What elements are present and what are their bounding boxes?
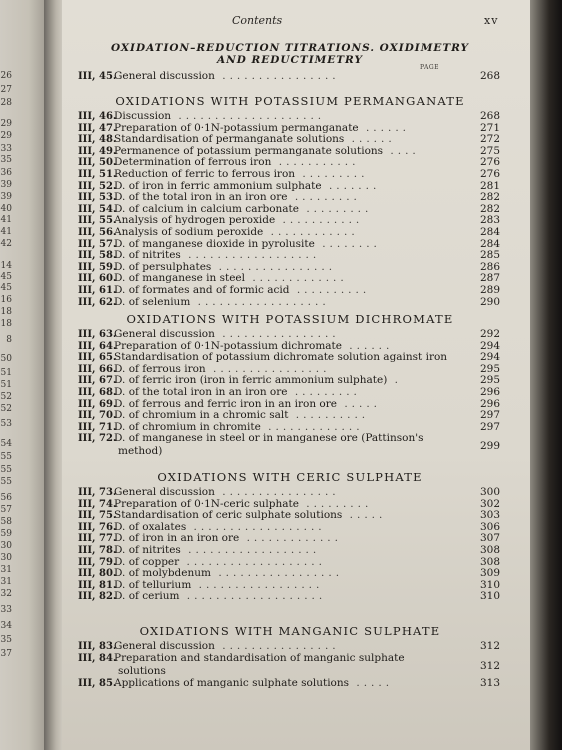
left-margin-number: 26 bbox=[0, 71, 12, 81]
left-margin-number: 39 bbox=[0, 180, 12, 190]
left-margin-number: 55 bbox=[0, 477, 12, 487]
entry-number: III, 85. bbox=[78, 678, 117, 689]
entry-number: III, 47. bbox=[78, 123, 117, 134]
leader-dots: .................. bbox=[190, 296, 330, 308]
entry-title: General discussion bbox=[114, 328, 215, 340]
entry-page: 308 bbox=[479, 544, 500, 556]
entry-page: 285 bbox=[479, 249, 500, 261]
entry-page: 302 bbox=[479, 498, 500, 510]
entry-number: III, 77. bbox=[78, 533, 117, 544]
left-margin-number: 52 bbox=[0, 392, 12, 402]
entry-number: III, 60. bbox=[78, 273, 117, 284]
entry-number: III, 62. bbox=[78, 297, 117, 308]
entry-number: III, 78. bbox=[78, 545, 117, 556]
entry-number: III, 51. bbox=[78, 169, 117, 180]
left-margin-number: 31 bbox=[0, 565, 12, 575]
entry-page: 286 bbox=[479, 261, 500, 273]
entry-page: 296 bbox=[479, 386, 500, 398]
entry-title: Permanence of potassium permanganate solutions bbox=[114, 145, 384, 157]
leader-dots: ................ bbox=[214, 486, 340, 498]
left-margin-number: 30 bbox=[0, 541, 12, 551]
entry-title: Analysis of hydrogen peroxide bbox=[114, 214, 276, 226]
entry-title: D. of iron in an iron ore bbox=[114, 532, 240, 544]
entry-title: Determination of ferrous iron bbox=[114, 156, 272, 168]
toc-entry[interactable] bbox=[78, 296, 468, 309]
left-margin-number: 29 bbox=[0, 131, 12, 141]
entry-page: 294 bbox=[479, 340, 500, 352]
entry-number: III, 56. bbox=[78, 227, 117, 238]
entry-page: 295 bbox=[479, 374, 500, 386]
entry-number: III, 79. bbox=[78, 557, 117, 568]
leader-dots: ................... bbox=[179, 590, 327, 602]
leader-dots: .................. bbox=[180, 544, 321, 556]
toc-entry[interactable] bbox=[78, 652, 468, 665]
main-title-line-1: OXIDATION–REDUCTION TITRATIONS. OXIDIMETRY bbox=[110, 42, 470, 54]
entry-page: 306 bbox=[479, 521, 500, 533]
entry-title: General discussion bbox=[114, 486, 215, 498]
toc-entry[interactable] bbox=[78, 432, 468, 445]
left-margin-number: 54 bbox=[0, 439, 12, 449]
left-margin-number: 59 bbox=[0, 529, 12, 539]
toc-entry[interactable] bbox=[78, 70, 468, 83]
entry-number: III, 63. bbox=[78, 329, 117, 340]
entry-title: D. of the total iron in an iron ore bbox=[114, 386, 288, 398]
entry-number: III, 58. bbox=[78, 250, 117, 261]
entry-number: III, 45. bbox=[78, 71, 117, 82]
entry-number: III, 80. bbox=[78, 568, 117, 579]
section-heading: OXIDATIONS WITH POTASSIUM PERMANGANATE bbox=[115, 94, 465, 108]
leader-dots: ................ bbox=[214, 70, 340, 82]
leader-dots: ..... bbox=[349, 677, 394, 689]
entry-title: D. of calcium in calcium carbonate bbox=[114, 203, 299, 215]
entry-continuation: solutions bbox=[118, 665, 166, 677]
entry-title: Preparation of 0·1N-ceric sulphate bbox=[114, 498, 299, 510]
left-margin-number: 58 bbox=[0, 517, 12, 527]
entry-number: III, 68. bbox=[78, 387, 117, 398]
entry-title: D. of nitrites bbox=[114, 544, 181, 556]
entry-title: D. of cerium bbox=[114, 590, 180, 602]
entry-page: 276 bbox=[479, 156, 500, 168]
entry-page: 272 bbox=[479, 133, 500, 145]
left-margin-number: 29 bbox=[0, 119, 12, 129]
leader-dots: .................... bbox=[171, 110, 326, 122]
leader-dots: ................. bbox=[191, 579, 324, 591]
main-title-line-2: AND REDUCTIMETRY bbox=[217, 54, 363, 66]
running-title: Contents bbox=[232, 14, 283, 27]
leader-dots: ...... bbox=[341, 340, 394, 352]
entry-page: 284 bbox=[479, 238, 500, 250]
entry-title: D. of manganese in steel bbox=[114, 272, 245, 284]
entry-title: General discussion bbox=[114, 640, 215, 652]
leader-dots: ............. bbox=[260, 421, 364, 433]
leader-dots: ....... bbox=[321, 180, 381, 192]
entry-number: III, 74. bbox=[78, 499, 117, 510]
entry-title: Applications of manganic sulphate solutions bbox=[114, 677, 350, 689]
left-margin-number: 34 bbox=[0, 621, 12, 631]
entry-title: Reduction of ferric to ferrous iron bbox=[114, 168, 296, 180]
entry-title: General discussion bbox=[114, 70, 215, 82]
entry-number: III, 64. bbox=[78, 341, 117, 352]
entry-page: 268 bbox=[479, 70, 500, 82]
entry-number: III, 67. bbox=[78, 375, 117, 386]
entry-number: III, 82. bbox=[78, 591, 117, 602]
left-margin-number: 55 bbox=[0, 465, 12, 475]
entry-title: D. of copper bbox=[114, 556, 180, 568]
entry-page: 296 bbox=[479, 398, 500, 410]
entry-number: III, 65. bbox=[78, 352, 117, 363]
left-margin-number: 37 bbox=[0, 649, 12, 659]
entry-page: 282 bbox=[479, 203, 500, 215]
entry-page: 271 bbox=[479, 122, 500, 134]
entry-number: III, 59. bbox=[78, 262, 117, 273]
leader-dots: ...... bbox=[344, 133, 396, 145]
toc-entry[interactable] bbox=[78, 590, 468, 603]
entry-title: D. of nitrites bbox=[114, 249, 181, 261]
entry-page: 284 bbox=[479, 226, 500, 238]
left-margin-number: 36 bbox=[0, 168, 12, 178]
entry-number: III, 54. bbox=[78, 204, 117, 215]
leader-dots: .................. bbox=[180, 249, 321, 261]
entry-number: III, 69. bbox=[78, 399, 117, 410]
entry-page: 312 bbox=[479, 660, 500, 672]
entry-page: 299 bbox=[479, 440, 500, 452]
entry-page: 275 bbox=[479, 145, 500, 157]
section-heading: OXIDATIONS WITH CERIC SULPHATE bbox=[157, 470, 423, 484]
leader-dots: ............ bbox=[263, 226, 359, 238]
left-margin-number: 33 bbox=[0, 605, 12, 615]
leader-dots: ......... bbox=[287, 386, 361, 398]
entry-number: III, 57. bbox=[78, 239, 117, 250]
entry-page: 289 bbox=[479, 284, 500, 296]
left-margin-number: 41 bbox=[0, 227, 12, 237]
left-page-edge bbox=[0, 0, 48, 750]
leader-dots: ........... bbox=[275, 214, 364, 226]
left-margin-number: 51 bbox=[0, 368, 12, 378]
leader-dots: ................ bbox=[214, 640, 340, 652]
left-margin-number: 31 bbox=[0, 577, 12, 587]
entry-title: D. of molybdenum bbox=[114, 567, 211, 579]
leader-dots: ............. bbox=[245, 272, 348, 284]
entry-page: 297 bbox=[479, 409, 500, 421]
entry-page: 310 bbox=[479, 590, 500, 602]
left-margin-number: 35 bbox=[0, 635, 12, 645]
entry-title: D. of iron in ferric ammonium sulphate bbox=[114, 180, 322, 192]
entry-page: 303 bbox=[479, 509, 500, 521]
entry-number: III, 46. bbox=[78, 111, 117, 122]
entry-continuation: method) bbox=[118, 445, 163, 457]
left-margin-number: 16 bbox=[0, 295, 12, 305]
leader-dots: ......... bbox=[298, 203, 373, 215]
left-margin-number: 45 bbox=[0, 272, 12, 282]
entry-number: III, 76. bbox=[78, 522, 117, 533]
left-margin-number: 51 bbox=[0, 380, 12, 390]
right-shadow bbox=[530, 0, 562, 750]
entry-page: 312 bbox=[479, 640, 500, 652]
leader-dots: ..... bbox=[342, 509, 387, 521]
page-column-label: PAGE bbox=[420, 64, 439, 71]
section-heading: OXIDATIONS WITH MANGANIC SULPHATE bbox=[139, 624, 441, 638]
entry-page: 283 bbox=[479, 214, 500, 226]
leader-dots: .......... bbox=[289, 284, 371, 296]
left-margin-number: 40 bbox=[0, 204, 12, 214]
entry-title: D. of ferrous and ferric iron in an iron ore bbox=[114, 398, 337, 410]
entry-title: D. of selenium bbox=[114, 296, 191, 308]
leader-dots: .................. bbox=[186, 521, 326, 533]
entry-title: D. of oxalates bbox=[114, 521, 187, 533]
entry-number: III, 72. bbox=[78, 433, 117, 444]
left-margin-number: 35 bbox=[0, 155, 12, 165]
entry-title: D. of ferrous iron bbox=[114, 363, 206, 375]
entry-title: Analysis of sodium peroxide bbox=[114, 226, 264, 238]
entry-title: Standardisation of potassium dichromate solution against iron bbox=[114, 351, 448, 363]
entry-title: D. of formates and of formic acid bbox=[114, 284, 290, 296]
left-margin-number: 30 bbox=[0, 553, 12, 563]
entry-number: III, 81. bbox=[78, 580, 117, 591]
leader-dots: ................... bbox=[179, 556, 326, 568]
entry-page: 313 bbox=[479, 677, 500, 689]
entry-number: III, 52. bbox=[78, 181, 117, 192]
leader-dots: .... bbox=[383, 145, 420, 157]
leader-dots: ................. bbox=[210, 567, 344, 579]
left-margin-number: 55 bbox=[0, 452, 12, 462]
entry-page: 294 bbox=[479, 351, 500, 363]
entry-number: III, 53. bbox=[78, 192, 117, 203]
entry-page: 287 bbox=[479, 272, 500, 284]
entry-page: 297 bbox=[479, 421, 500, 433]
left-margin-number: 56 bbox=[0, 493, 12, 503]
entry-number: III, 75. bbox=[78, 510, 117, 521]
entry-number: III, 66. bbox=[78, 364, 117, 375]
left-margin-number: 53 bbox=[0, 419, 12, 429]
entry-number: III, 55. bbox=[78, 215, 117, 226]
left-margin-number: 8 bbox=[6, 335, 12, 345]
entry-title: D. of tellurium bbox=[114, 579, 192, 591]
entry-page: 281 bbox=[479, 180, 500, 192]
entry-number: III, 84. bbox=[78, 653, 117, 664]
entry-number: III, 61. bbox=[78, 285, 117, 296]
leader-dots: ................ bbox=[214, 328, 340, 340]
entry-title: Standardisation of ceric sulphate solutions bbox=[114, 509, 343, 521]
left-margin-number: 18 bbox=[0, 307, 12, 317]
entry-page: 295 bbox=[479, 363, 500, 375]
entry-title: D. of persulphates bbox=[114, 261, 212, 273]
toc-entry[interactable] bbox=[78, 677, 468, 690]
entry-title: Preparation of 0·1N-potassium permanganate bbox=[114, 122, 359, 134]
entry-title: D. of manganese in steel or in manganese ore (Pattinson's bbox=[114, 432, 424, 444]
entry-title: Standardisation of permanganate solutions bbox=[114, 133, 345, 145]
entry-title: D. of manganese dioxide in pyrolusite bbox=[114, 238, 315, 250]
entry-title: Discussion bbox=[114, 110, 172, 122]
entry-page: 309 bbox=[479, 567, 500, 579]
left-margin-number: 27 bbox=[0, 85, 12, 95]
left-margin-number: 14 bbox=[0, 261, 12, 271]
entry-page: 282 bbox=[479, 191, 500, 203]
entry-title: D. of chromium in chromite bbox=[114, 421, 261, 433]
left-margin-number: 41 bbox=[0, 215, 12, 225]
entry-page: 310 bbox=[479, 579, 500, 591]
left-margin-number: 28 bbox=[0, 98, 12, 108]
left-margin-number: 42 bbox=[0, 239, 12, 249]
leader-dots: ............. bbox=[239, 532, 342, 544]
entry-page: 268 bbox=[479, 110, 500, 122]
leader-dots: ................ bbox=[211, 261, 337, 273]
leader-dots: ...... bbox=[358, 122, 410, 134]
leader-dots: ........ bbox=[314, 238, 381, 250]
left-margin-number: 52 bbox=[0, 404, 12, 414]
entry-page: 276 bbox=[479, 168, 500, 180]
entry-page: 308 bbox=[479, 556, 500, 568]
entry-title: Preparation of 0·1N-potassium dichromate bbox=[114, 340, 342, 352]
leader-dots: ......... bbox=[287, 191, 361, 203]
page-number: xv bbox=[484, 14, 499, 27]
entry-page: 307 bbox=[479, 532, 500, 544]
entry-number: III, 83. bbox=[78, 641, 117, 652]
leader-dots: ..... bbox=[336, 398, 382, 410]
leader-dots: . bbox=[387, 374, 402, 386]
entry-number: III, 50. bbox=[78, 157, 117, 168]
entry-number: III, 71. bbox=[78, 422, 117, 433]
entry-page: 300 bbox=[479, 486, 500, 498]
entry-number: III, 48. bbox=[78, 134, 117, 145]
entry-title: D. of the total iron in an iron ore bbox=[114, 191, 288, 203]
entry-title: D. of ferric iron (iron in ferric ammonium sulphate) bbox=[114, 374, 388, 386]
section-heading: OXIDATIONS WITH POTASSIUM DICHROMATE bbox=[126, 312, 454, 326]
leader-dots: ......... bbox=[295, 168, 369, 180]
entry-number: III, 49. bbox=[78, 146, 117, 157]
entry-page: 290 bbox=[479, 296, 500, 308]
left-margin-number: 57 bbox=[0, 505, 12, 515]
left-margin-number: 39 bbox=[0, 192, 12, 202]
entry-page: 292 bbox=[479, 328, 500, 340]
left-margin-number: 32 bbox=[0, 589, 12, 599]
entry-number: III, 70. bbox=[78, 410, 117, 421]
leader-dots: ........... bbox=[271, 156, 360, 168]
left-margin-number: 45 bbox=[0, 283, 12, 293]
leader-dots: .......... bbox=[288, 409, 370, 421]
entry-title: Preparation and standardisation of manganic sulphate bbox=[114, 652, 405, 664]
leader-dots: ......... bbox=[298, 498, 373, 510]
left-margin-number: 33 bbox=[0, 144, 12, 154]
entry-title: D. of chromium in a chromic salt bbox=[114, 409, 289, 421]
left-margin-number: 18 bbox=[0, 319, 12, 329]
entry-number: III, 73. bbox=[78, 487, 117, 498]
left-margin-number: 50 bbox=[0, 354, 12, 364]
leader-dots: ................ bbox=[205, 363, 331, 375]
